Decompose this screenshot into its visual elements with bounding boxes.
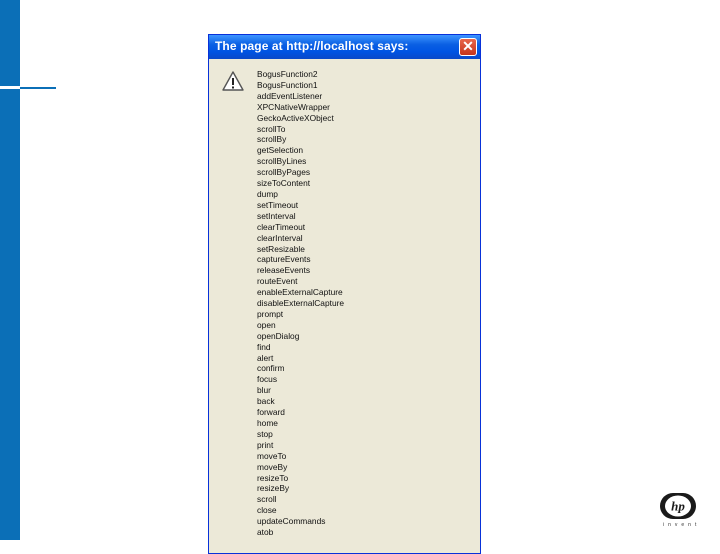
message-line: captureEvents xyxy=(257,254,311,265)
message-line: atob xyxy=(257,527,274,538)
message-line: blur xyxy=(257,385,271,396)
close-icon: ✕ xyxy=(462,38,474,54)
message-line: scroll xyxy=(257,494,277,505)
message-line: confirm xyxy=(257,363,285,374)
hp-tagline: invent xyxy=(663,522,701,528)
message-line: scrollBy xyxy=(257,134,287,145)
dialog-titlebar[interactable] xyxy=(209,35,480,59)
message-line: addEventListener xyxy=(257,90,323,101)
hp-logo-text: hp xyxy=(671,498,685,514)
message-line: routeEvent xyxy=(257,276,298,287)
message-line: close xyxy=(257,505,277,516)
dialog-title: The page at http://localhost says: xyxy=(215,39,409,53)
accent-notch xyxy=(0,86,20,89)
alert-message xyxy=(257,69,344,538)
message-line: BogusFunction1 xyxy=(257,79,318,90)
close-button[interactable] xyxy=(459,38,477,56)
message-line: releaseEvents xyxy=(257,265,311,276)
message-line: forward xyxy=(257,407,285,418)
hp-logo xyxy=(659,492,697,520)
message-line: BogusFunction2 xyxy=(257,69,318,79)
message-line: resizeTo xyxy=(257,472,289,483)
left-accent-bar xyxy=(0,0,20,540)
message-line: prompt xyxy=(257,308,284,319)
message-line: XPCNativeWrapper xyxy=(257,101,330,112)
message-line: dump xyxy=(257,188,278,199)
message-line: stop xyxy=(257,428,273,439)
message-line: scrollTo xyxy=(257,123,286,134)
message-line: setResizable xyxy=(257,243,305,254)
message-line: resizeBy xyxy=(257,483,290,494)
message-line: openDialog xyxy=(257,330,300,341)
message-line: GeckoActiveXObject xyxy=(257,112,334,123)
message-line: setTimeout xyxy=(257,199,299,210)
warning-icon xyxy=(222,71,244,91)
message-line: focus xyxy=(257,374,278,385)
message-line: clearTimeout xyxy=(257,221,306,232)
message-line: moveBy xyxy=(257,461,288,472)
message-line: disableExternalCapture xyxy=(257,298,345,309)
message-line: clearInterval xyxy=(257,232,303,243)
message-line: back xyxy=(257,396,275,407)
message-line: home xyxy=(257,418,278,428)
message-line: getSelection xyxy=(257,145,304,156)
message-line: moveTo xyxy=(257,450,287,461)
alert-dialog xyxy=(208,34,481,554)
message-line: enableExternalCapture xyxy=(257,287,343,298)
accent-line xyxy=(20,87,56,89)
message-line: sizeToContent xyxy=(257,178,311,189)
message-line: print xyxy=(257,439,274,450)
message-line: scrollByPages xyxy=(257,167,311,178)
message-line: alert xyxy=(257,352,274,363)
message-line: open xyxy=(257,319,276,330)
message-line: setInterval xyxy=(257,210,296,221)
message-line: find xyxy=(257,341,271,352)
message-line: scrollByLines xyxy=(257,156,307,167)
message-line: updateCommands xyxy=(257,516,326,527)
